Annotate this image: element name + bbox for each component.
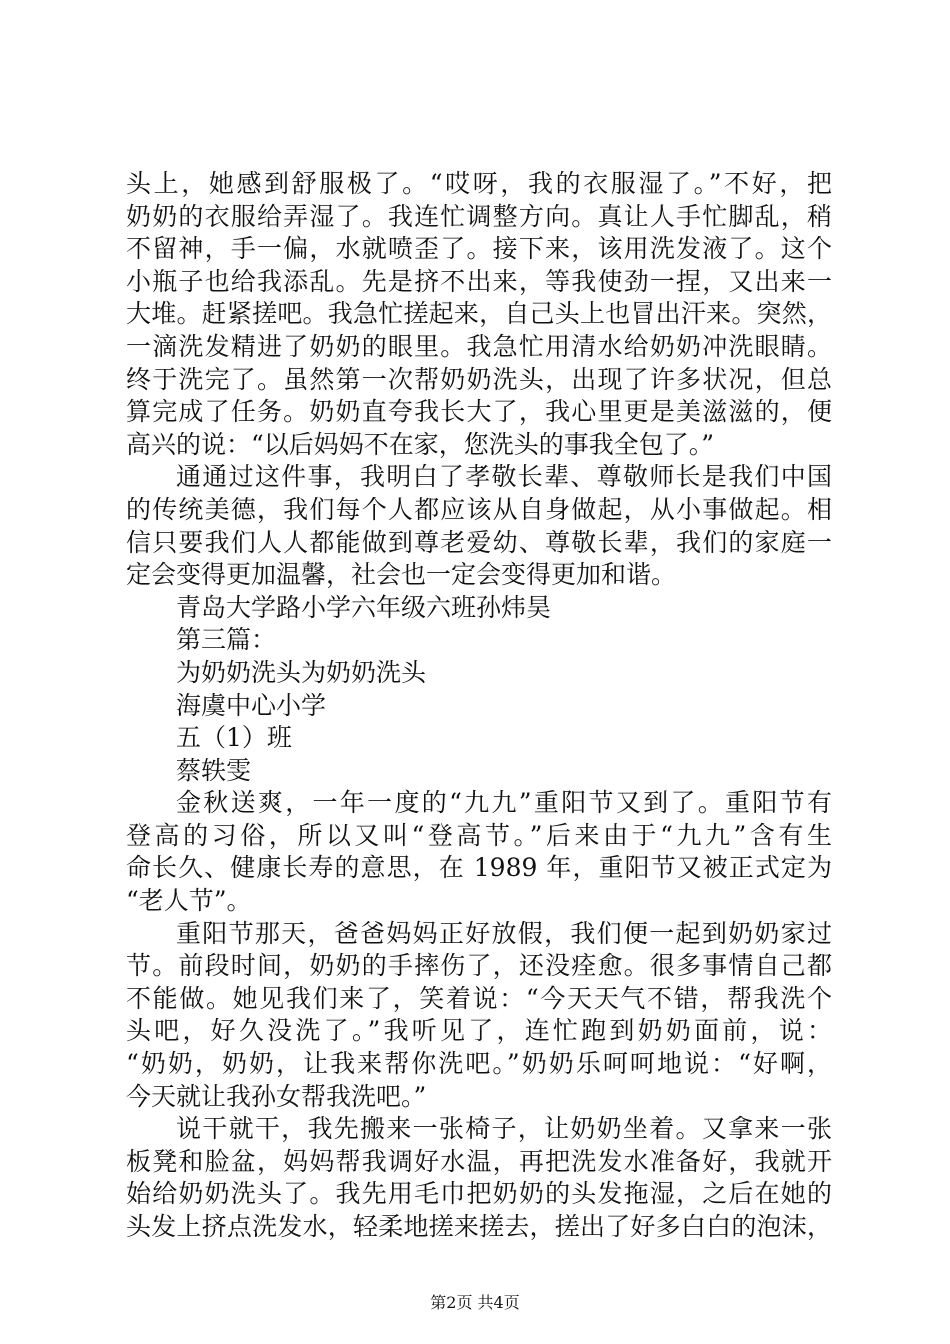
text-line: 说干就干，我先搬来一张椅子，让奶奶坐着。又拿来一张 xyxy=(176,1114,832,1144)
text-line: 大堆。赶紧搓吧。我急忙搓起来，自己头上也冒出汗来。突然， xyxy=(126,299,832,329)
text-line: 算完成了任务。奶奶直夸我长大了，我心里更是美滋滋的，便 xyxy=(126,397,832,427)
text-line: 高兴的说：“以后妈妈不在家，您洗头的事我全包了。” xyxy=(126,429,715,459)
author-line: 青岛大学路小学六年级六班孙炜昊 xyxy=(176,592,552,622)
section-heading: 第三篇： xyxy=(176,625,277,655)
text-line: 奶奶的衣服给弄湿了。我连忙调整方向。真让人手忙脚乱，稍 xyxy=(126,201,832,231)
text-line: 重阳节那天，爸爸妈妈正好放假，我们便一起到奶奶家过 xyxy=(176,918,832,948)
text-line: 头上，她感到舒服极了。“哎呀，我的衣服湿了。”不好，把 xyxy=(126,169,832,198)
author-name: 蔡轶雯 xyxy=(176,755,252,785)
text-line: 始给奶奶洗头了。我先用毛巾把奶奶的头发拖湿，之后在她的 xyxy=(126,1179,832,1209)
text-line: “老人节”。 xyxy=(126,886,252,916)
text-line: 板凳和脸盆，妈妈帮我调好水温，再把洗发水准备好，我就开 xyxy=(126,1146,832,1176)
text-line: 登高的习俗，所以又叫“登高节。”后来由于“九九”含有生 xyxy=(126,820,832,850)
text-line: 终于洗完了。虽然第一次帮奶奶洗头，出现了许多状况，但总 xyxy=(126,364,832,394)
text-line: “奶奶，奶奶，让我来帮你洗吧。”奶奶乐呵呵地说：“好啊， xyxy=(126,1049,832,1079)
text-line: 今天就让我孙女帮我洗吧。” xyxy=(126,1081,427,1111)
text-line: 节。前段时间，奶奶的手摔伤了，还没痊愈。很多事情自己都 xyxy=(126,951,832,981)
text-line: 命长久、健康长寿的意思，在 1989 年，重阳节又被正式定为 xyxy=(126,853,832,883)
text-line: 定会变得更加温馨，社会也一定会变得更加和谐。 xyxy=(126,560,677,590)
text-line: 小瓶子也给我添乱。先是挤不出来，等我使劲一捏，又出来一 xyxy=(126,266,832,296)
essay-title: 为奶奶洗头为奶奶洗头 xyxy=(176,657,427,687)
class-name: 五（1）班 xyxy=(176,723,292,753)
text-line: 不能做。她见我们来了，笑着说：“今天天气不错，帮我洗个 xyxy=(126,983,832,1013)
text-line: 头发上挤点洗发水，轻柔地搓来搓去，搓出了好多白白的泡沫， xyxy=(126,1212,832,1241)
text-line: 不留神，手一偏，水就喷歪了。接下来，该用洗发液了。这个 xyxy=(126,234,832,264)
body-text xyxy=(126,168,832,1244)
text-line: 信只要我们人人都能做到尊老爱幼、尊敬长辈，我们的家庭一 xyxy=(126,527,832,557)
text-line: 金秋送爽，一年一度的“九九”重阳节又到了。重阳节有 xyxy=(176,788,832,818)
text-line: 通通过这件事，我明白了孝敬长辈、尊敬师长是我们中国 xyxy=(176,462,832,492)
page-number-footer: 第2页 共4页 xyxy=(430,1293,520,1312)
text-line: 头吧，好久没洗了。”我听见了，连忙跑到奶奶面前，说： xyxy=(126,1016,832,1046)
text-line: 的传统美德，我们每个人都应该从自身做起，从小事做起。相 xyxy=(126,494,832,524)
school-name: 海虞中心小学 xyxy=(176,690,327,720)
text-line: 一滴洗发精进了奶奶的眼里。我急忙用清水给奶奶冲洗眼睛。 xyxy=(126,331,832,361)
